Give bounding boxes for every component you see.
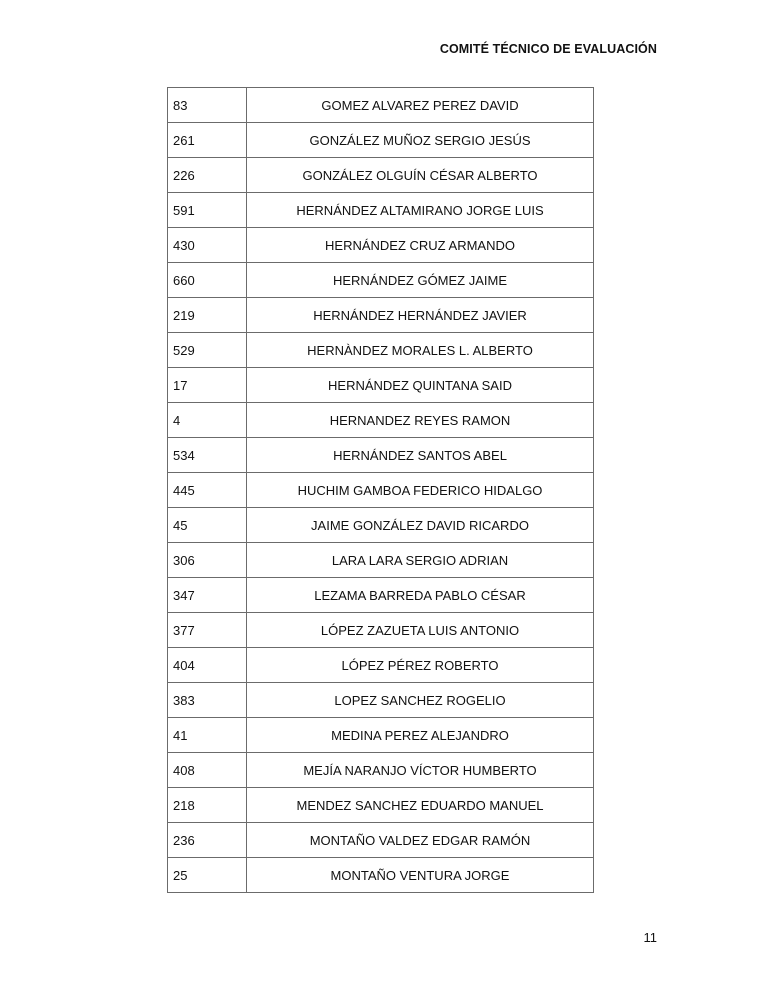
row-name-cell: HERNÁNDEZ SANTOS ABEL [247,438,594,473]
row-name-cell: MONTAÑO VENTURA JORGE [247,858,594,893]
table-row [168,823,594,858]
row-name-cell: GONZÁLEZ MUÑOZ SERGIO JESÚS [247,123,594,158]
row-name-cell: LEZAMA BARREDA PABLO CÉSAR [247,578,594,613]
row-name-cell: MENDEZ SANCHEZ EDUARDO MANUEL [247,788,594,823]
table-row [168,543,594,578]
table-row [168,333,594,368]
row-number-cell: 83 [168,88,247,123]
row-number-cell: 306 [168,543,247,578]
row-name-cell: LÓPEZ PÉREZ ROBERTO [247,648,594,683]
row-name-cell: HERNÀNDEZ MORALES L. ALBERTO [247,333,594,368]
row-name-cell: LÓPEZ ZAZUETA LUIS ANTONIO [247,613,594,648]
candidates-table-body [168,88,594,893]
row-name-cell: GOMEZ ALVAREZ PEREZ DAVID [247,88,594,123]
row-number-cell: 261 [168,123,247,158]
row-name-cell: JAIME GONZÁLEZ DAVID RICARDO [247,508,594,543]
row-number-cell: 591 [168,193,247,228]
table-row [168,158,594,193]
row-number-cell: 226 [168,158,247,193]
row-number-cell: 218 [168,788,247,823]
table-row [168,508,594,543]
row-number-cell: 445 [168,473,247,508]
table-row [168,718,594,753]
table-row [168,298,594,333]
row-number-cell: 219 [168,298,247,333]
row-number-cell: 383 [168,683,247,718]
table-row [168,648,594,683]
table-row [168,368,594,403]
row-name-cell: HERNÁNDEZ CRUZ ARMANDO [247,228,594,263]
row-number-cell: 25 [168,858,247,893]
row-name-cell: GONZÁLEZ OLGUÍN CÉSAR ALBERTO [247,158,594,193]
row-name-cell: LARA LARA SERGIO ADRIAN [247,543,594,578]
row-number-cell: 408 [168,753,247,788]
table-row [168,263,594,298]
table-row [168,858,594,893]
row-number-cell: 41 [168,718,247,753]
candidates-table [167,87,594,893]
table-row [168,753,594,788]
row-name-cell: HERNÁNDEZ ALTAMIRANO JORGE LUIS [247,193,594,228]
row-number-cell: 347 [168,578,247,613]
row-number-cell: 534 [168,438,247,473]
row-name-cell: HERNANDEZ REYES RAMON [247,403,594,438]
row-name-cell: HERNÁNDEZ HERNÁNDEZ JAVIER [247,298,594,333]
row-name-cell: MEDINA PEREZ ALEJANDRO [247,718,594,753]
table-row [168,403,594,438]
row-number-cell: 660 [168,263,247,298]
table-row [168,788,594,823]
row-number-cell: 430 [168,228,247,263]
row-name-cell: HERNÁNDEZ GÓMEZ JAIME [247,263,594,298]
row-name-cell: HERNÁNDEZ QUINTANA SAID [247,368,594,403]
table-row [168,683,594,718]
row-number-cell: 17 [168,368,247,403]
table-row [168,613,594,648]
row-number-cell: 4 [168,403,247,438]
table-row [168,473,594,508]
table-row [168,123,594,158]
table-row [168,193,594,228]
row-name-cell: MEJÍA NARANJO VÍCTOR HUMBERTO [247,753,594,788]
row-number-cell: 45 [168,508,247,543]
table-row [168,228,594,263]
row-number-cell: 236 [168,823,247,858]
row-name-cell: LOPEZ SANCHEZ ROGELIO [247,683,594,718]
row-number-cell: 404 [168,648,247,683]
row-name-cell: HUCHIM GAMBOA FEDERICO HIDALGO [247,473,594,508]
table-row [168,438,594,473]
table-row [168,88,594,123]
page-header-title: COMITÉ TÉCNICO DE EVALUACIÓN [439,42,657,56]
table-row [168,578,594,613]
row-number-cell: 377 [168,613,247,648]
page-number: 11 [643,930,657,945]
row-number-cell: 529 [168,333,247,368]
row-name-cell: MONTAÑO VALDEZ EDGAR RAMÓN [247,823,594,858]
